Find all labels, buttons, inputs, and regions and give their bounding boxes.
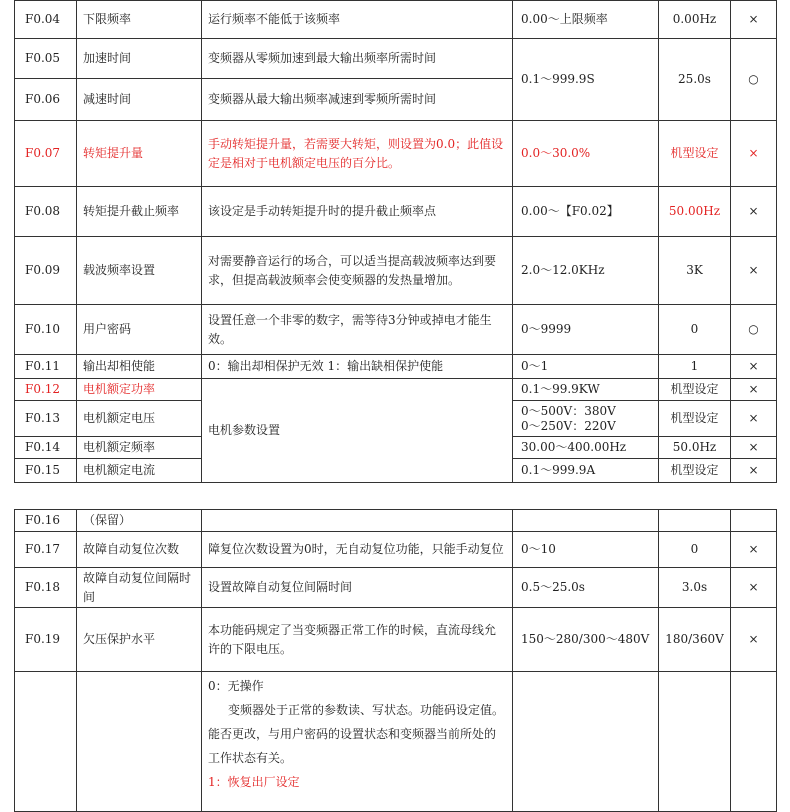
param-change: × <box>731 459 777 483</box>
param-change: × <box>731 187 777 237</box>
param-default: 机型设定 <box>659 401 731 437</box>
param-name: 电机额定电流 <box>77 459 202 483</box>
param-range: 0.1～999.9A <box>513 459 659 483</box>
param-code: F0.11 <box>15 355 77 379</box>
range-line: 0～250V：220V <box>521 418 616 433</box>
table-row <box>15 532 777 568</box>
param-range: 0.00～【F0.02】 <box>513 187 659 237</box>
param-default: 3K <box>659 237 731 305</box>
param-name: 下限频率 <box>77 1 202 39</box>
param-name: （保留） <box>77 510 202 532</box>
param-range <box>513 672 659 812</box>
param-desc: 0：输出却相保护无效 1：输出缺相保护使能 <box>202 355 513 379</box>
desc-line: 能否更改，与用户密码的设置状态和变频器当前所处的工作状态有关。 <box>208 727 497 765</box>
param-name: 加速时间 <box>77 39 202 79</box>
param-code: F0.14 <box>15 437 77 459</box>
param-name: 欠压保护水平 <box>77 608 202 672</box>
param-range: 0.00～上限频率 <box>513 1 659 39</box>
param-code: F0.15 <box>15 459 77 483</box>
param-code: F0.06 <box>15 79 77 121</box>
param-change: × <box>731 121 777 187</box>
param-name: 用户密码 <box>77 305 202 355</box>
param-range: 0～10 <box>513 532 659 568</box>
param-code: F0.05 <box>15 39 77 79</box>
param-change: × <box>731 401 777 437</box>
param-code: F0.07 <box>15 121 77 187</box>
param-code: F0.16 <box>15 510 77 532</box>
param-desc <box>202 672 513 812</box>
param-default: 1 <box>659 355 731 379</box>
param-name: 电机额定电压 <box>77 401 202 437</box>
param-change: × <box>731 379 777 401</box>
param-default: 机型设定 <box>659 379 731 401</box>
param-default: 0.00Hz <box>659 1 731 39</box>
table-row <box>15 187 777 237</box>
param-desc: 手动转矩提升量，若需要大转矩，则设置为0.0；此值设定是相对于电机额定电压的百分比。 <box>202 121 513 187</box>
param-change <box>731 672 777 812</box>
param-desc: 设置任意一个非零的数字，需等待3分钟或掉电才能生效。 <box>202 305 513 355</box>
table-row <box>15 237 777 305</box>
param-name: 输出却相使能 <box>77 355 202 379</box>
param-code: F0.18 <box>15 568 77 608</box>
param-desc: 该设定是手动转矩提升时的提升截止频率点 <box>202 187 513 237</box>
param-default: 0 <box>659 532 731 568</box>
param-name: 电机额定频率 <box>77 437 202 459</box>
param-code: F0.17 <box>15 532 77 568</box>
param-range: 2.0～12.0KHz <box>513 237 659 305</box>
param-name: 减速时间 <box>77 79 202 121</box>
table-row <box>15 1 777 39</box>
param-default: 25.0s <box>659 39 731 121</box>
table-row <box>15 608 777 672</box>
param-change: ○ <box>731 305 777 355</box>
param-code <box>15 672 77 812</box>
param-default: 机型设定 <box>659 121 731 187</box>
param-default: 3.0s <box>659 568 731 608</box>
parameter-table-2 <box>14 509 777 812</box>
param-change: × <box>731 355 777 379</box>
param-change: × <box>731 608 777 672</box>
param-desc: 对需要静音运行的场合，可以适当提高载波频率达到要求，但提高载波频率会使变频器的发热量增加。 <box>202 237 513 305</box>
param-range: 0.5～25.0s <box>513 568 659 608</box>
range-line: 0～500V：380V <box>521 403 616 418</box>
param-change <box>731 510 777 532</box>
param-default: 0 <box>659 305 731 355</box>
param-range: 0.1～99.9KW <box>513 379 659 401</box>
param-code: F0.04 <box>15 1 77 39</box>
param-code: F0.12 <box>15 379 77 401</box>
param-name: 故障自动复位间隔时间 <box>77 568 202 608</box>
param-change: × <box>731 237 777 305</box>
table-row <box>15 379 777 401</box>
param-desc: 障复位次数设置为0时，无自动复位功能，只能手动复位 <box>202 532 513 568</box>
param-code: F0.08 <box>15 187 77 237</box>
param-desc: 运行频率不能低于该频率 <box>202 1 513 39</box>
param-desc: 电机参数设置 <box>202 379 513 483</box>
param-desc <box>202 510 513 532</box>
param-desc: 设置故障自动复位间隔时间 <box>202 568 513 608</box>
param-range <box>513 510 659 532</box>
param-name <box>77 672 202 812</box>
parameter-table-1 <box>14 0 777 483</box>
param-desc: 变频器从零频加速到最大输出频率所需时间 <box>202 39 513 79</box>
table-row <box>15 568 777 608</box>
param-range: 150～280/300～480V <box>513 608 659 672</box>
param-default <box>659 510 731 532</box>
param-code: F0.19 <box>15 608 77 672</box>
param-range <box>513 401 659 437</box>
desc-line: 1：恢复出厂设定 <box>208 775 300 789</box>
param-default: 180/360V <box>659 608 731 672</box>
param-name: 转矩提升量 <box>77 121 202 187</box>
desc-line: 变频器处于正常的参数读、写状态。功能码设定值。 <box>228 703 505 717</box>
table-row <box>15 672 777 812</box>
param-change: × <box>731 437 777 459</box>
param-default <box>659 672 731 812</box>
desc-line: 0：无操作 <box>208 679 264 693</box>
param-change: × <box>731 1 777 39</box>
param-range: 0～9999 <box>513 305 659 355</box>
param-change: × <box>731 568 777 608</box>
param-change: × <box>731 532 777 568</box>
param-desc: 变频器从最大输出频率减速到零频所需时间 <box>202 79 513 121</box>
param-desc: 本功能码规定了当变频器正常工作的时候，直流母线允许的下限电压。 <box>202 608 513 672</box>
table-row <box>15 355 777 379</box>
param-name: 故障自动复位次数 <box>77 532 202 568</box>
param-code: F0.09 <box>15 237 77 305</box>
table-row <box>15 305 777 355</box>
param-name: 转矩提升截止频率 <box>77 187 202 237</box>
param-range: 0.1～999.9S <box>513 39 659 121</box>
param-range: 0.0～30.0% <box>513 121 659 187</box>
param-default: 50.00Hz <box>659 187 731 237</box>
param-code: F0.10 <box>15 305 77 355</box>
param-range: 0～1 <box>513 355 659 379</box>
param-change: ○ <box>731 39 777 121</box>
param-name: 载波频率设置 <box>77 237 202 305</box>
param-range: 30.00～400.00Hz <box>513 437 659 459</box>
param-default: 50.0Hz <box>659 437 731 459</box>
table-row <box>15 121 777 187</box>
param-default: 机型设定 <box>659 459 731 483</box>
table-row <box>15 39 777 79</box>
table-row <box>15 510 777 532</box>
param-code: F0.13 <box>15 401 77 437</box>
param-name: 电机额定功率 <box>77 379 202 401</box>
